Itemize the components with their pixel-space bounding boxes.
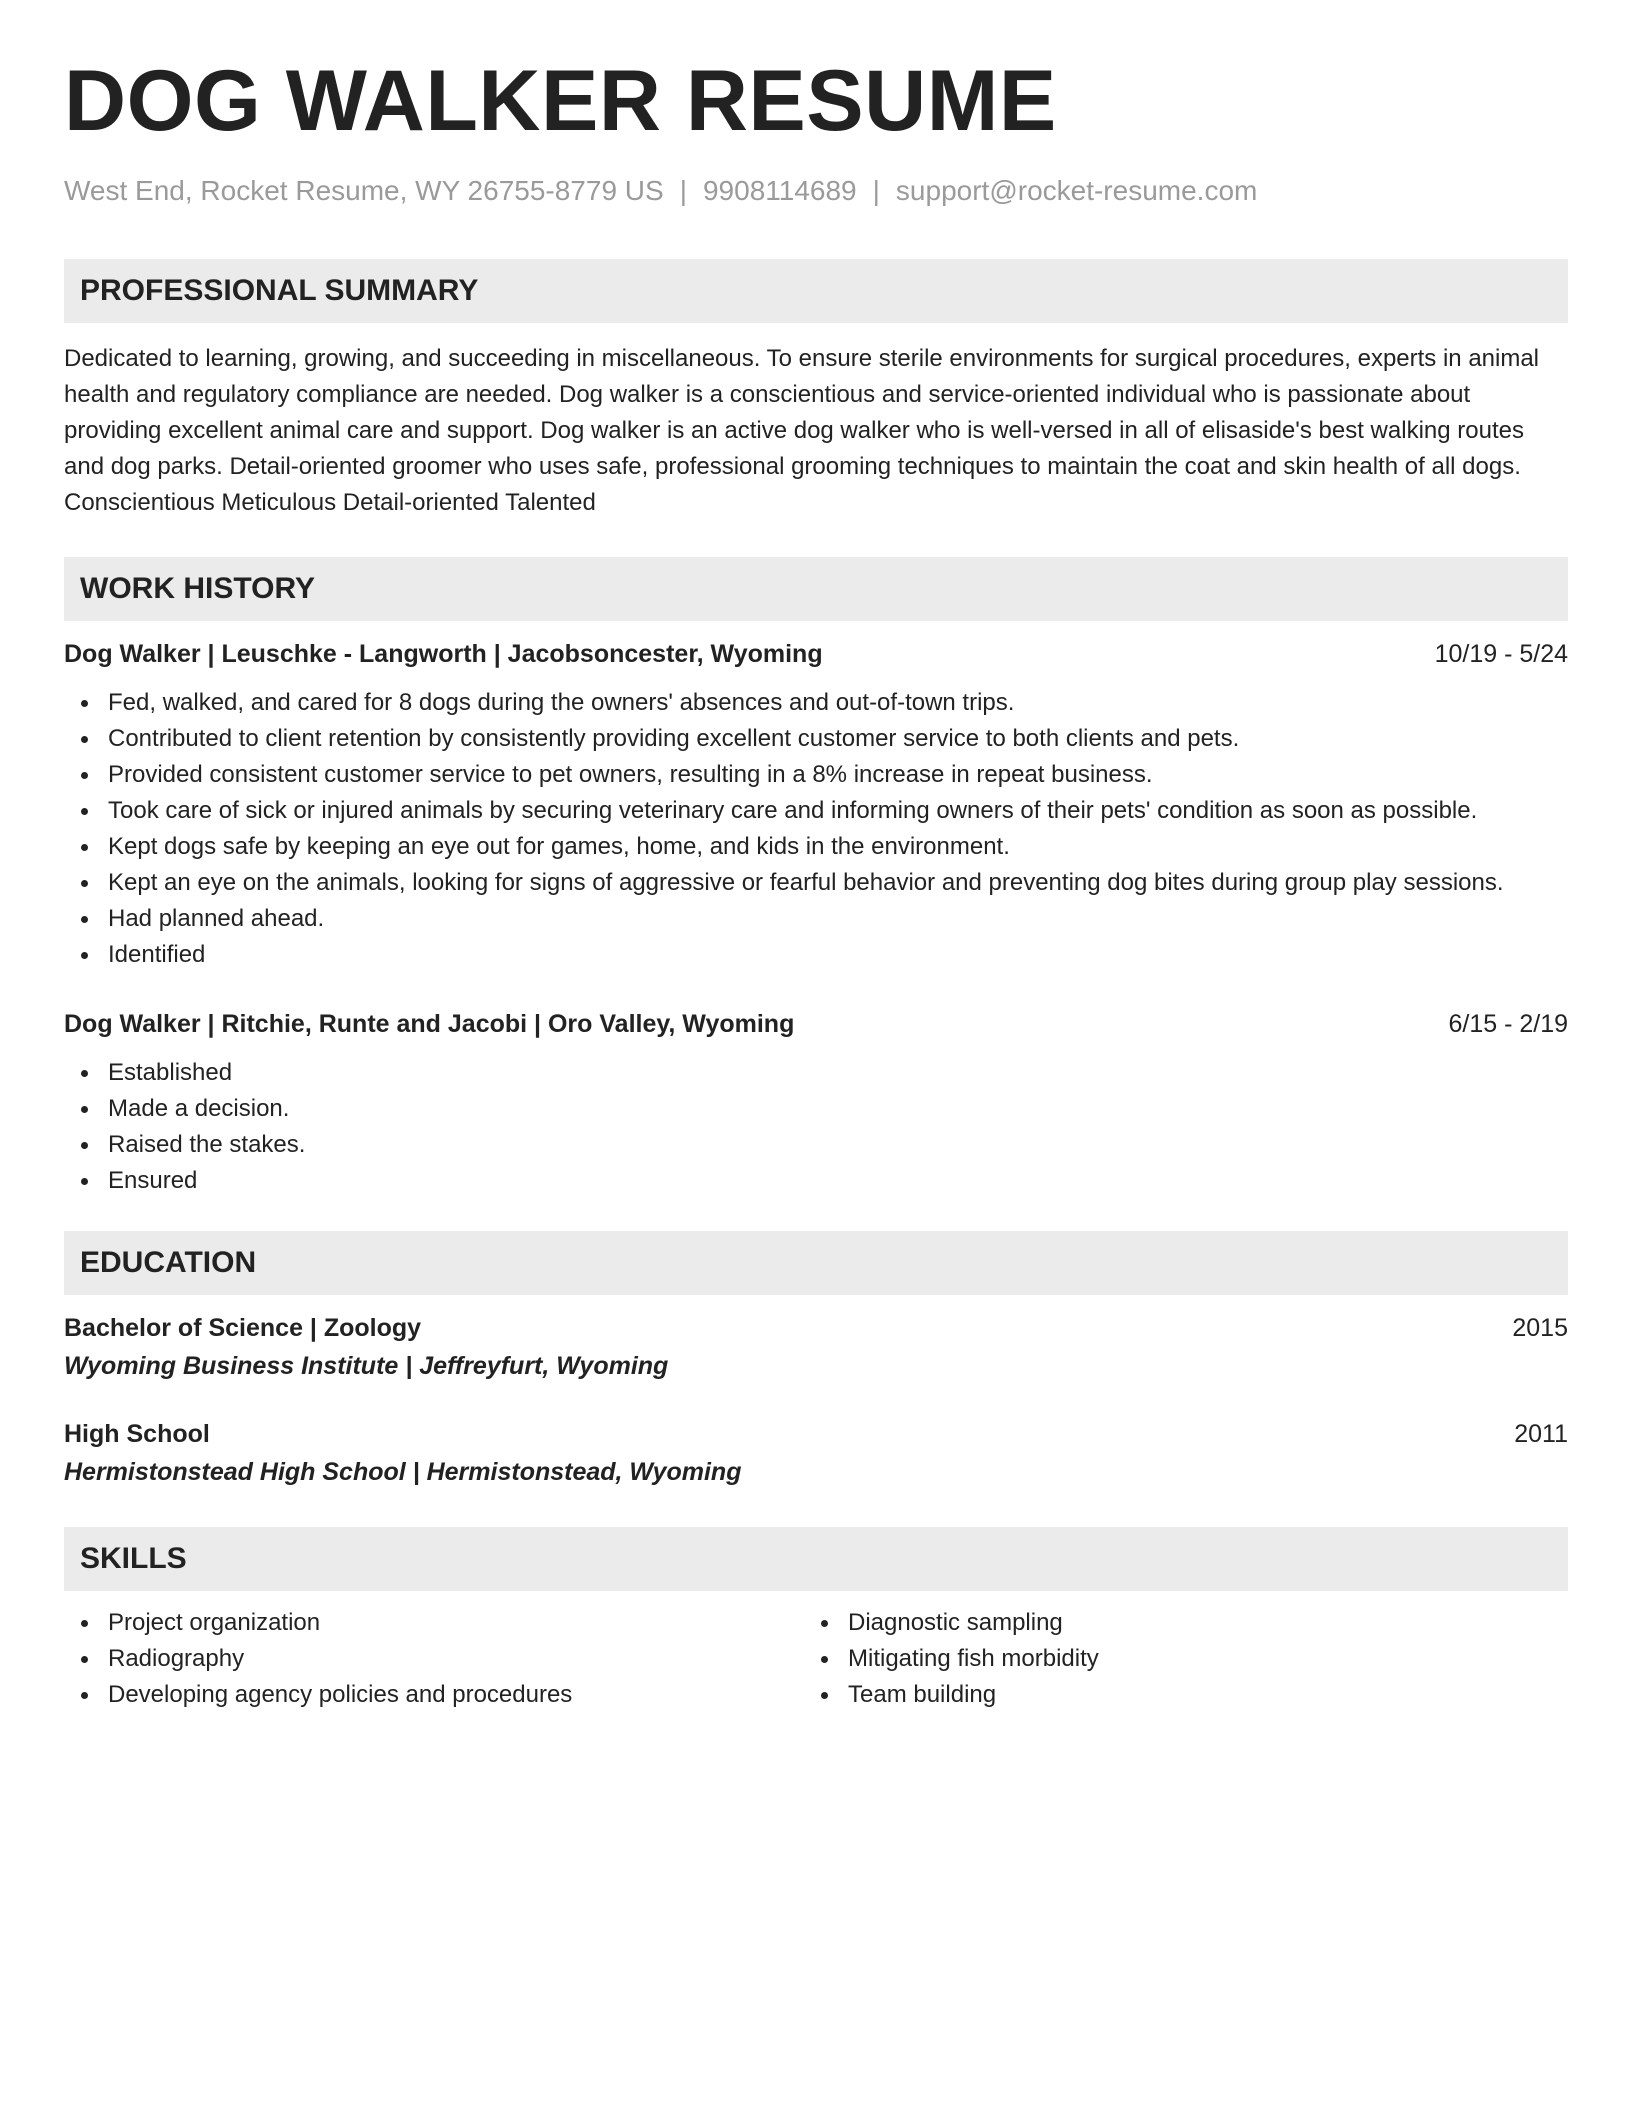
education-entry [64,1417,1568,1489]
resume-title: DOG WALKER RESUME [64,53,1057,149]
skill-item: Team building [804,1677,1544,1713]
section-header-skills: SKILLS [64,1527,1568,1591]
job-bullet: Identified [64,937,1568,973]
contact-address: West End, Rocket Resume, WY 26755-8779 US [64,175,664,206]
contact-phone: 9908114689 [702,175,857,206]
skill-item: Radiography [64,1641,804,1677]
job-bullet: Had planned ahead. [64,901,1568,937]
job-bullet: Established [64,1055,1568,1091]
job-header [64,637,1568,671]
job-dates: 10/19 - 5/24 [1434,639,1568,668]
education-degree: Bachelor of Science | Zoology [64,1313,422,1342]
job-bullet: Took care of sick or injured animals by securing veterinary care and informing owners of their pets' condition as soon as possible. [64,793,1568,829]
education-year: 2015 [1512,1313,1568,1342]
education-year: 2011 [1514,1419,1568,1448]
job-bullet: Raised the stakes. [64,1127,1568,1163]
skills-list-left [64,1605,804,1713]
skill-item: Diagnostic sampling [804,1605,1544,1641]
section-header-summary: PROFESSIONAL SUMMARY [64,259,1568,323]
skills-columns [64,1605,1568,1713]
education-header [64,1417,1568,1451]
job-header [64,1007,1568,1041]
job-title: Dog Walker | Ritchie, Runte and Jacobi | Oro Valley, Wyoming [64,1009,795,1038]
job-bullet: Kept dogs safe by keeping an eye out for games, home, and kids in the environment. [64,829,1568,865]
contact-separator: | [872,175,880,206]
section-header-education: EDUCATION [64,1231,1568,1295]
job-bullet: Provided consistent customer service to pet owners, resulting in a 8% increase in repeat business. [64,757,1568,793]
education-degree: High School [64,1419,210,1448]
skill-item: Mitigating fish morbidity [804,1641,1544,1677]
job-bullet: Fed, walked, and cared for 8 dogs during the owners' absences and out-of-town trips. [64,685,1568,721]
job-bullet: Contributed to client retention by consistently providing excellent customer service to both clients and pets. [64,721,1568,757]
job-bullets [64,685,1568,973]
job-bullet: Kept an eye on the animals, looking for signs of aggressive or fearful behavior and preventing dog bites during group play sessions. [64,865,1568,901]
skill-item: Developing agency policies and procedures [64,1677,804,1713]
education-entry [64,1311,1568,1383]
summary-paragraph: Dedicated to learning, growing, and succeeding in miscellaneous. To ensure sterile environments for surgical procedures, experts in animal health and regulatory compliance are needed. Dog walker is a conscientious and service-oriented individual who is passionate about providing excellent animal care and support. Dog walker is an active dog walker who is well-versed in all of elisaside's best walking routes and dog parks. Detail-oriented groomer who uses safe, professional grooming techniques to maintain the coat and skin health of all dogs. Conscientious Meticulous Detail-oriented Talented [64,344,1540,516]
contact-line [64,174,1568,208]
education-header [64,1311,1568,1345]
section-header-work-history: WORK HISTORY [64,557,1568,621]
education-school: Hermistonstead High School | Hermistonstead, Wyoming [64,1457,742,1486]
contact-email: support@rocket-resume.com [895,175,1258,206]
job-entry [64,637,1568,973]
skills-list-right [804,1605,1544,1713]
job-dates: 6/15 - 2/19 [1448,1009,1568,1038]
job-bullets [64,1055,1568,1199]
job-bullet: Made a decision. [64,1091,1568,1127]
job-bullet: Ensured [64,1163,1568,1199]
job-entry [64,1007,1568,1199]
education-school: Wyoming Business Institute | Jeffreyfurt, Wyoming [64,1351,669,1380]
skill-item: Project organization [64,1605,804,1641]
job-title: Dog Walker | Leuschke - Langworth | Jacobsoncester, Wyoming [64,639,823,668]
contact-separator: | [679,175,687,206]
